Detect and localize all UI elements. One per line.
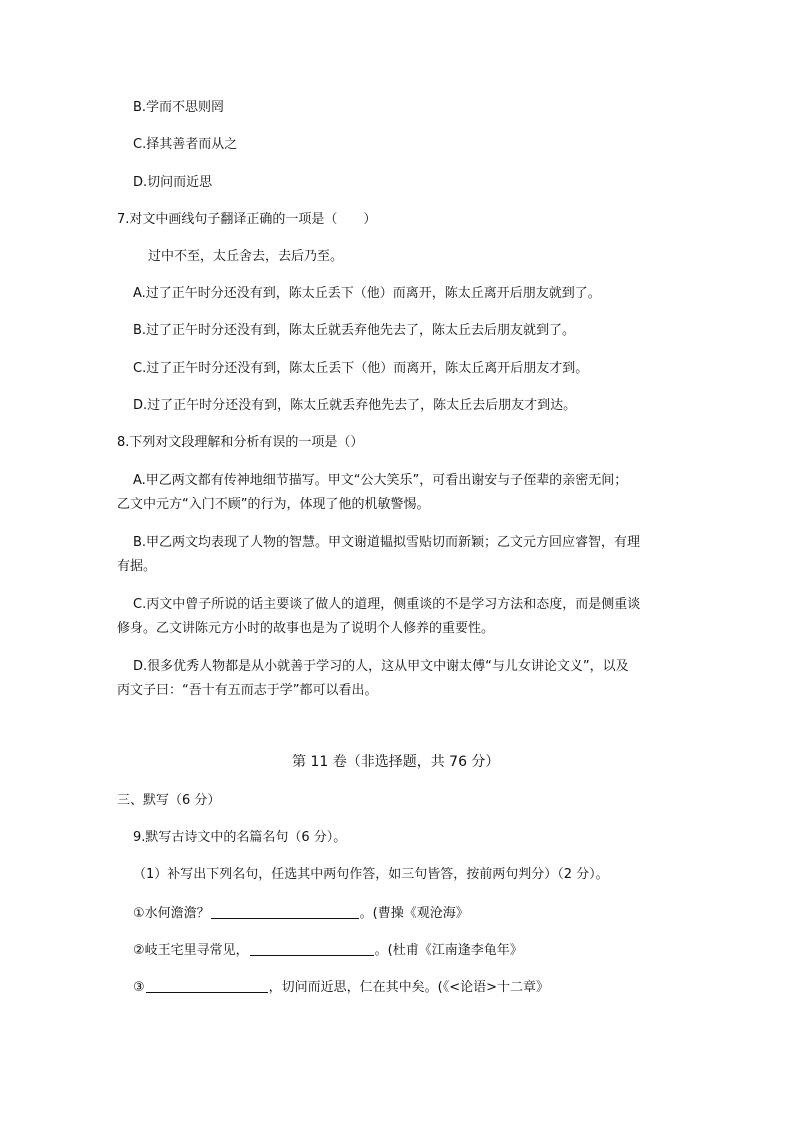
q8-option-c-line1: C.丙文中曾子所说的话主要谈了做人的道理，侧重谈的不是学习方法和态度，而是侧重谈 <box>133 597 641 612</box>
fill-2-prefix: ②岐王宅里寻常见， <box>133 943 249 958</box>
q6-option-d: D.切问而近思 <box>133 175 213 190</box>
section3-heading: 三、默写（6 分） <box>117 793 221 808</box>
fill-3-suffix: ，切问而近思，仁在其中矣。(《<论语>十二章》 <box>268 980 550 995</box>
q7-option-b: B.过了正午时分还没有到，陈太丘就丢弃他先去了，陈太丘去后朋友就到了。 <box>133 323 576 338</box>
q6-option-b: B.学而不思则罔 <box>133 100 225 115</box>
part2-title: 第 11 卷（非选择题，共 76 分） <box>292 754 500 770</box>
q7-option-d: D.过了正午时分还没有到，陈太丘就丢弃他先去了，陈太丘去后朋友才到达。 <box>133 398 577 413</box>
q9-stem: 9.默写古诗文中的名篇名句（6 分）。 <box>133 830 347 845</box>
q8-option-d-line1: D.很多优秀人物都是从小就善于学习的人，这从甲文中谢太傅“与儿女讲论文义”，以及 <box>133 659 629 674</box>
q8-option-b-line2: 有据。 <box>117 559 157 574</box>
q8-option-a-line1: A.甲乙两文都有传神地细节描写。甲文“公大笑乐”，可看出谢安与子侄辈的亲密无间； <box>133 473 628 488</box>
fill-3-prefix: ③ <box>133 980 145 995</box>
fill-1-suffix: 。(曹操《观沧海》 <box>359 906 469 921</box>
fill-line-1 <box>133 904 469 923</box>
fill-2-blank[interactable] <box>250 941 374 956</box>
fill-3-blank[interactable] <box>146 978 268 993</box>
q8-option-d-line2: 丙文子曰：“吾十有五而志于学”都可以看出。 <box>117 683 378 698</box>
fill-line-3 <box>133 978 549 997</box>
fill-1-blank[interactable] <box>211 904 359 919</box>
q7-quote: 过中不至，太丘舍去，去后乃至。 <box>148 249 344 264</box>
q8-option-c-line2: 修身。乙文讲陈元方小时的故事也是为了说明个人修养的重要性。 <box>117 621 495 636</box>
q8-stem: 8.下列对文段理解和分析有误的一项是（） <box>117 435 364 450</box>
q8-option-b-line1: B.甲乙两文均表现了人物的智慧。甲文谢道韫拟雪贴切而新颖；乙文元方回应睿智，有理 <box>133 535 641 550</box>
q7-stem: 7.对文中画线句子翻译正确的一项是（ ） <box>117 212 377 227</box>
q7-option-a: A.过了正午时分还没有到，陈太丘丢下（他）而离开，陈太丘离开后朋友就到了。 <box>133 286 601 301</box>
q7-option-c: C.过了正午时分还没有到，陈太丘丢下（他）而离开，陈太丘离开后朋友才到。 <box>133 361 589 376</box>
q6-option-c: C.择其善者而从之 <box>133 137 238 152</box>
q8-option-a-line2: 乙文中元方“入门不顾”的行为，体现了他的机敏警惕。 <box>117 497 430 512</box>
q9-1-instruction: （1）补写出下列名句，任选其中两句作答，如三句皆答，按前两句判分）（2 分）。 <box>133 867 609 882</box>
fill-line-2 <box>133 941 523 960</box>
fill-1-prefix: ①水何澹澹？ <box>133 906 210 921</box>
fill-2-suffix: 。(杜甫《江南逢李龟年》 <box>374 943 523 958</box>
